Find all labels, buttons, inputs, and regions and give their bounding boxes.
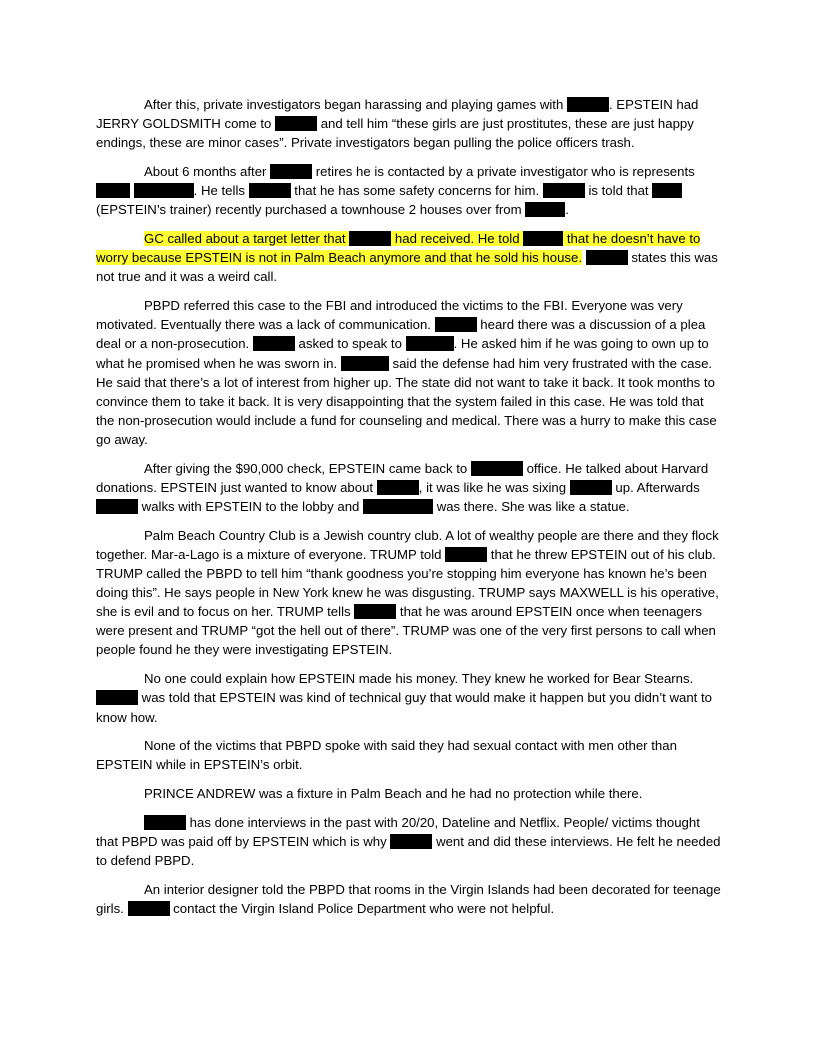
- paragraph-text: An interior designer told the PBPD that rooms in the Virgin Islands had been decorated for teenage girls.: [96, 882, 721, 917]
- paragraph-text: was told that EPSTEIN was kind of technical guy that would make it happen but you didn’t want to know how.: [96, 690, 712, 725]
- redaction-box: [128, 901, 170, 916]
- document-body: [96, 95, 722, 928]
- redaction-box: [406, 336, 454, 351]
- paragraph-text: walks with EPSTEIN to the lobby and: [138, 498, 364, 514]
- redaction-box: [134, 183, 194, 198]
- paragraph-text: PRINCE ANDREW was a fixture in Palm Beach and he had no protection while there.: [144, 786, 643, 802]
- paragraph-text: that he was around EPSTEIN once when teenagers were present and TRUMP “got the hell out of there”. TRUMP was one of the very first persons to call when people found he they were investigating EPSTEIN.: [96, 604, 716, 658]
- paragraph: [96, 526, 722, 660]
- paragraph-text: asked to speak to: [294, 336, 406, 352]
- paragraph: [96, 296, 722, 449]
- paragraph-text: . He tells: [193, 183, 249, 199]
- redaction-box: [363, 499, 433, 514]
- redaction-box: [253, 336, 295, 351]
- paragraph-text: Palm Beach Country Club is a Jewish country club. A lot of wealthy people are there and they flock together. Mar-a-Lago is a mixture of everyone. TRUMP told: [96, 527, 719, 562]
- paragraph-text: that he has some safety concerns for him.: [290, 183, 543, 199]
- paragraph-text: , it was like he was sixing: [418, 479, 570, 495]
- redaction-box: [390, 834, 432, 849]
- paragraph-text: .: [565, 202, 569, 218]
- redaction-box: [435, 317, 477, 332]
- paragraph: [96, 95, 722, 152]
- paragraph: [96, 784, 722, 803]
- paragraph-text: that he threw EPSTEIN out of his club. TRUMP called the PBPD to tell him “thank goodness you’re stopping him everyone has known he’s been doing this”. He says people in New York knew he was disgusting. TRUMP says MAXWELL is his operative, she is evil and to focus on her. TRUMP tells: [96, 546, 719, 620]
- redaction-box: [144, 815, 186, 830]
- paragraph-text: After giving the $90,000 check, EPSTEIN came back to: [144, 460, 471, 476]
- redaction-box: [523, 231, 563, 246]
- redaction-box: [249, 183, 291, 198]
- redaction-box: [270, 164, 312, 179]
- redaction-box: [377, 480, 419, 495]
- paragraph: [96, 669, 722, 726]
- highlighted-text: that he doesn’t have to worry because EPSTEIN is not in Palm Beach anymore and that he sold his house.: [96, 231, 701, 266]
- redaction-box: [96, 499, 138, 514]
- paragraph: [96, 229, 722, 286]
- paragraph-text: (EPSTEIN’s trainer) recently purchased a townhouse 2 houses over from: [96, 202, 526, 218]
- redaction-box: [525, 202, 565, 217]
- redaction-box: [543, 183, 585, 198]
- paragraph-text: heard there was a discussion of a plea deal or a non-prosecution.: [96, 317, 706, 352]
- paragraph-text: . He asked him if he was going to own up to what he promised when he was sworn in.: [96, 336, 709, 371]
- redaction-box: [275, 116, 317, 131]
- paragraph-text: is told that: [584, 183, 653, 199]
- highlighted-text: had received. He told: [391, 231, 524, 247]
- paragraph-text: About 6 months after: [144, 164, 271, 180]
- redaction-box: [652, 183, 682, 198]
- redaction-box: [586, 250, 628, 265]
- paragraph-text: said the defense had him very frustrated with the case. He said that there’s a lot of interest from higher up. The state did not want to take it back. It took months to convince them to take it back. It is very disappointing that the system failed in this case. He was told that the non-prosecution would include a fund for counseling and medical. There was a hurry to make this case go away.: [96, 355, 717, 447]
- paragraph: [96, 880, 722, 918]
- paragraph: [96, 459, 722, 516]
- paragraph-text: After this, private investigators began harassing and playing games with: [144, 97, 567, 112]
- redaction-box: [354, 604, 396, 619]
- paragraph-text: No one could explain how EPSTEIN made his money. They knew he worked for Bear Stearns.: [144, 671, 694, 687]
- paragraph: [96, 813, 722, 870]
- paragraph: [96, 736, 722, 774]
- redaction-box: [570, 480, 612, 495]
- paragraph-text: . EPSTEIN had JERRY GOLDSMITH come to: [96, 97, 699, 132]
- redaction-box: [445, 547, 487, 562]
- paragraph-text: went and did these interviews. He felt he needed to defend PBPD.: [96, 834, 721, 869]
- paragraph-text: contact the Virgin Island Police Department who were not helpful.: [169, 901, 555, 917]
- redaction-box: [96, 183, 130, 198]
- highlighted-text: GC called about a target letter that: [144, 231, 350, 247]
- paragraph-text: office. He talked about Harvard donations. EPSTEIN just wanted to know about: [96, 460, 709, 495]
- paragraph-text: was there. She was like a statue.: [433, 498, 630, 514]
- redaction-box: [96, 690, 138, 705]
- paragraph-text: and tell him “these girls are just prostitutes, these are just happy endings, these are minor cases”. Private investigators began pulling the police officers trash.: [96, 116, 694, 151]
- paragraph-text: retires he is contacted by a private investigator who is represents: [312, 164, 695, 180]
- paragraph-text: states this was not true and it was a weird call.: [96, 250, 718, 285]
- redaction-box: [341, 356, 389, 371]
- paragraph-text: up. Afterwards: [611, 479, 700, 495]
- redaction-box: [471, 461, 523, 476]
- paragraph-text: has done interviews in the past with 20/20, Dateline and Netflix. People/ victims thought that PBPD was paid off by EPSTEIN which is why: [96, 815, 700, 850]
- paragraph-text: None of the victims that PBPD spoke with said they had sexual contact with men other than EPSTEIN while in EPSTEIN’s orbit.: [96, 738, 677, 773]
- redaction-box: [567, 97, 609, 112]
- paragraph-text: PBPD referred this case to the FBI and introduced the victims to the FBI. Everyone was very motivated. Eventually there was a lack of communication.: [96, 298, 683, 333]
- redaction-box: [349, 231, 391, 246]
- paragraph: [96, 162, 722, 219]
